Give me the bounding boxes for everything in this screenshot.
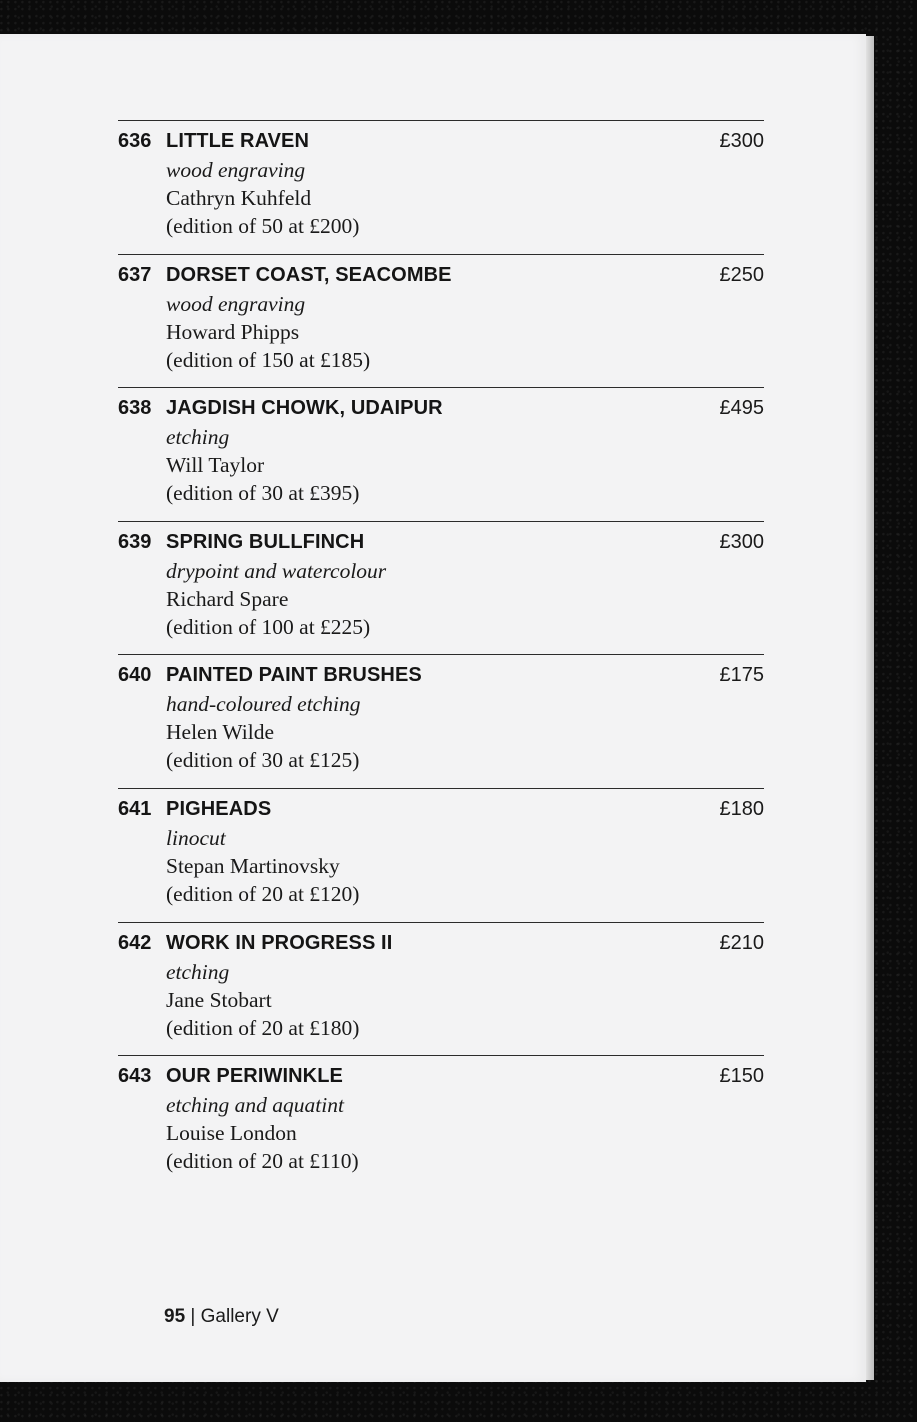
- artwork-title: DORSET COAST, SEACOMBE: [166, 263, 452, 286]
- artwork-title: WORK IN PROGRESS II: [166, 931, 393, 954]
- catalogue-entry: [118, 387, 764, 517]
- edition-info: (edition of 50 at £200): [166, 214, 360, 238]
- artwork-title: SPRING BULLFINCH: [166, 530, 365, 553]
- artwork-title: LITTLE RAVEN: [166, 130, 310, 152]
- artist-name: Howard Phipps: [166, 319, 300, 344]
- artwork-title: JAGDISH CHOWK, UDAIPUR: [166, 397, 443, 420]
- artwork-medium: etching: [166, 959, 230, 984]
- edition-info: (edition of 30 at £125): [166, 748, 360, 773]
- entry-divider: [118, 922, 764, 923]
- artwork-price: £180: [719, 798, 764, 820]
- artist-name: Jane Stobart: [166, 987, 272, 1012]
- catalogue-entry: [118, 521, 764, 651]
- entry-divider: [118, 654, 764, 655]
- entry-divider: [118, 1055, 764, 1056]
- catalogue-entry: [118, 788, 764, 918]
- artwork-medium: wood engraving: [166, 158, 306, 182]
- artwork-title: PIGHEADS: [166, 798, 272, 820]
- lot-number: 636: [118, 130, 152, 152]
- artwork-price: £250: [719, 263, 764, 286]
- edition-info: (edition of 100 at £225): [166, 614, 371, 639]
- artist-name: Stepan Martinovsky: [166, 854, 340, 878]
- artist-name: Will Taylor: [166, 453, 265, 478]
- artwork-price: £300: [719, 130, 764, 152]
- gallery-section: Gallery V: [200, 1306, 279, 1327]
- catalogue-entry: [118, 120, 764, 250]
- artwork-price: £300: [719, 530, 764, 553]
- artist-name: Helen Wilde: [166, 720, 274, 745]
- edition-info: (edition of 20 at £120): [166, 882, 360, 906]
- artwork-title: OUR PERIWINKLE: [166, 1065, 343, 1088]
- entry-divider: [118, 521, 764, 522]
- artwork-price: £210: [719, 931, 764, 954]
- entry-divider: [118, 254, 764, 255]
- edition-info: (edition of 150 at £185): [166, 347, 371, 372]
- entry-divider: [118, 120, 764, 121]
- lot-number: 639: [118, 530, 152, 553]
- artist-name: Cathryn Kuhfeld: [166, 186, 312, 210]
- lot-number: 638: [118, 397, 152, 420]
- artwork-price: £495: [719, 397, 764, 420]
- edition-info: (edition of 20 at £180): [166, 1015, 360, 1040]
- lot-number: 637: [118, 263, 152, 286]
- artwork-medium: hand-coloured etching: [166, 692, 361, 717]
- entry-divider: [118, 387, 764, 388]
- catalogue-entry: [118, 254, 764, 384]
- lot-number: 642: [118, 931, 152, 954]
- footer-separator: |: [190, 1306, 196, 1327]
- artwork-medium: linocut: [166, 826, 226, 850]
- artwork-medium: drypoint and watercolour: [166, 558, 387, 583]
- artwork-medium: etching and aquatint: [166, 1093, 344, 1118]
- artist-name: Louise London: [166, 1121, 297, 1146]
- edition-info: (edition of 30 at £395): [166, 481, 360, 506]
- artwork-medium: etching: [166, 425, 230, 450]
- lot-number: 641: [118, 798, 152, 820]
- catalogue-entry: [118, 922, 764, 1052]
- entry-divider: [118, 788, 764, 789]
- page-edge: [866, 36, 874, 1380]
- artist-name: Richard Spare: [166, 586, 289, 611]
- catalogue-entry: [118, 1055, 764, 1185]
- catalogue-entry: [118, 654, 764, 784]
- lot-number: 643: [118, 1065, 152, 1088]
- page-footer: [164, 1306, 279, 1328]
- artwork-price: £175: [719, 664, 764, 687]
- artwork-medium: wood engraving: [166, 291, 306, 316]
- artwork-title: PAINTED PAINT BRUSHES: [166, 664, 422, 687]
- page-number: 95: [164, 1306, 186, 1327]
- artwork-price: £150: [719, 1065, 764, 1088]
- edition-info: (edition of 20 at £110): [166, 1149, 359, 1174]
- lot-number: 640: [118, 664, 152, 687]
